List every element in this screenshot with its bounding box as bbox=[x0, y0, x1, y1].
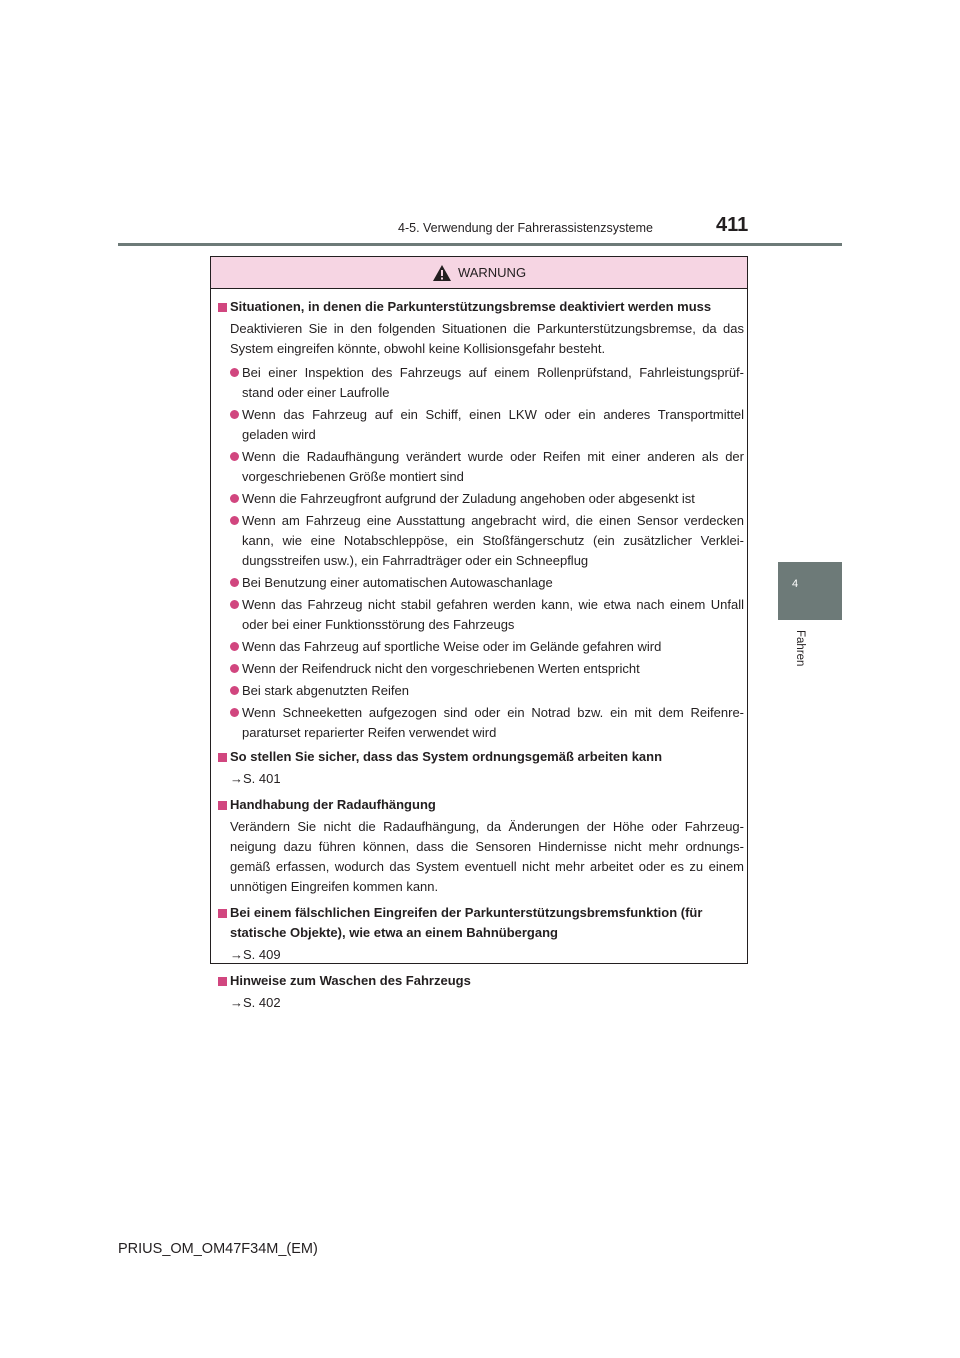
warning-title: WARNUNG bbox=[457, 265, 527, 280]
section-text: Verändern Sie nicht die Radaufhängung, da Änderungen der Höhe oder Fahrzeug-neigung dazu führen können, dass die Sensoren Hindernisse nicht mehr ordnungs-gemäß erfassen, wodurch das System eventuell nicht mehr arbeitet oder es zu einem unnötigen Eingreifen kommen kann. bbox=[230, 819, 744, 894]
list-item: Bei einer Inspektion des Fahrzeugs auf einem Rollenprüfstand, Fahrleistungsprüf-stand oder einer Laufrolle bbox=[218, 363, 744, 403]
page-reference-link[interactable]: →S. 402 bbox=[230, 995, 281, 1010]
circle-bullet-icon bbox=[230, 708, 239, 717]
list-item: Wenn Schneeketten aufgezogen sind oder ein Notrad bzw. ein mit dem Reifenre-paraturset reparierter Reifen verwendet wird bbox=[218, 703, 744, 743]
square-bullet-icon bbox=[218, 909, 227, 918]
square-bullet-icon bbox=[218, 753, 227, 762]
square-bullet-icon bbox=[218, 801, 227, 810]
circle-bullet-icon bbox=[230, 600, 239, 609]
list-item: Wenn das Fahrzeug auf ein Schiff, einen LKW oder ein anderes Transportmittel geladen wird bbox=[218, 405, 744, 445]
warning-header bbox=[211, 257, 747, 289]
warning-box bbox=[210, 256, 748, 1010]
document-code: PRIUS_OM_OM47F34M_(EM) bbox=[118, 1241, 318, 1257]
list-item: Wenn am Fahrzeug eine Ausstattung angebracht wird, die einen Sensor verdecken kann, wie eine Notabschleppöse, ein Stoßfängerschutz (ein zusätzlicher Verklei-dungsstreifen usw.), ein Fahrradträger oder ein Schneepflug bbox=[218, 511, 744, 571]
circle-bullet-icon bbox=[230, 452, 239, 461]
list-item: Wenn das Fahrzeug auf sportliche Weise oder im Gelände gefahren wird bbox=[218, 637, 744, 657]
warning-triangle-icon bbox=[432, 264, 452, 282]
circle-bullet-icon bbox=[230, 494, 239, 503]
circle-bullet-icon bbox=[230, 368, 239, 377]
chapter-tab[interactable] bbox=[778, 562, 842, 620]
circle-bullet-icon bbox=[230, 410, 239, 419]
list-item: Bei Benutzung einer automatischen Autowaschanlage bbox=[218, 573, 744, 593]
square-bullet-icon bbox=[218, 303, 227, 312]
running-header-section: 4-5. Verwendung der Fahrerassistenzsysteme bbox=[398, 221, 653, 235]
page-reference-link[interactable]: →S. 409 bbox=[230, 947, 281, 962]
section-title: Hinweise zum Waschen des Fahrzeugs bbox=[218, 971, 744, 991]
page-reference-link[interactable]: →S. 401 bbox=[230, 771, 281, 786]
section-title: Situationen, in denen die Parkunterstützungsbremse deaktiviert werden muss bbox=[218, 297, 744, 317]
page-number: 411 bbox=[716, 214, 749, 236]
section-title: Bei einem fälschlichen Eingreifen der Parkunterstützungsbremsfunktion (für statische Objekte), wie etwa an einem Bahnübergang bbox=[218, 903, 744, 943]
square-bullet-icon bbox=[218, 977, 227, 986]
circle-bullet-icon bbox=[230, 686, 239, 695]
circle-bullet-icon bbox=[230, 664, 239, 673]
list-item: Wenn das Fahrzeug nicht stabil gefahren werden kann, wie etwa nach einem Unfall oder bei einer Funktionsstörung des Fahrzeugs bbox=[218, 595, 744, 635]
section-title: Handhabung der Radaufhängung bbox=[218, 795, 744, 815]
circle-bullet-icon bbox=[230, 516, 239, 525]
list-item: Wenn die Fahrzeugfront aufgrund der Zuladung angehoben oder abgesenkt ist bbox=[218, 489, 744, 509]
section-text: Deaktivieren Sie in den folgenden Situationen die Parkunterstützungsbremse, da das System eingreifen könnte, obwohl keine Kollisionsgefahr besteht. bbox=[230, 321, 744, 356]
circle-bullet-icon bbox=[230, 578, 239, 587]
list-item: Wenn der Reifendruck nicht den vorgeschriebenen Werten entspricht bbox=[218, 659, 744, 679]
chapter-label: Fahren bbox=[794, 630, 806, 667]
warning-content bbox=[218, 297, 744, 1019]
circle-bullet-icon bbox=[230, 642, 239, 651]
header-rule bbox=[118, 243, 842, 246]
list-item: Bei stark abgenutzten Reifen bbox=[218, 681, 744, 701]
chapter-number: 4 bbox=[792, 578, 799, 590]
section-title: So stellen Sie sicher, dass das System ordnungsgemäß arbeiten kann bbox=[218, 747, 744, 767]
list-item: Wenn die Radaufhängung verändert wurde oder Reifen mit einer anderen als der vorgeschriebenen Größe montiert sind bbox=[218, 447, 744, 487]
